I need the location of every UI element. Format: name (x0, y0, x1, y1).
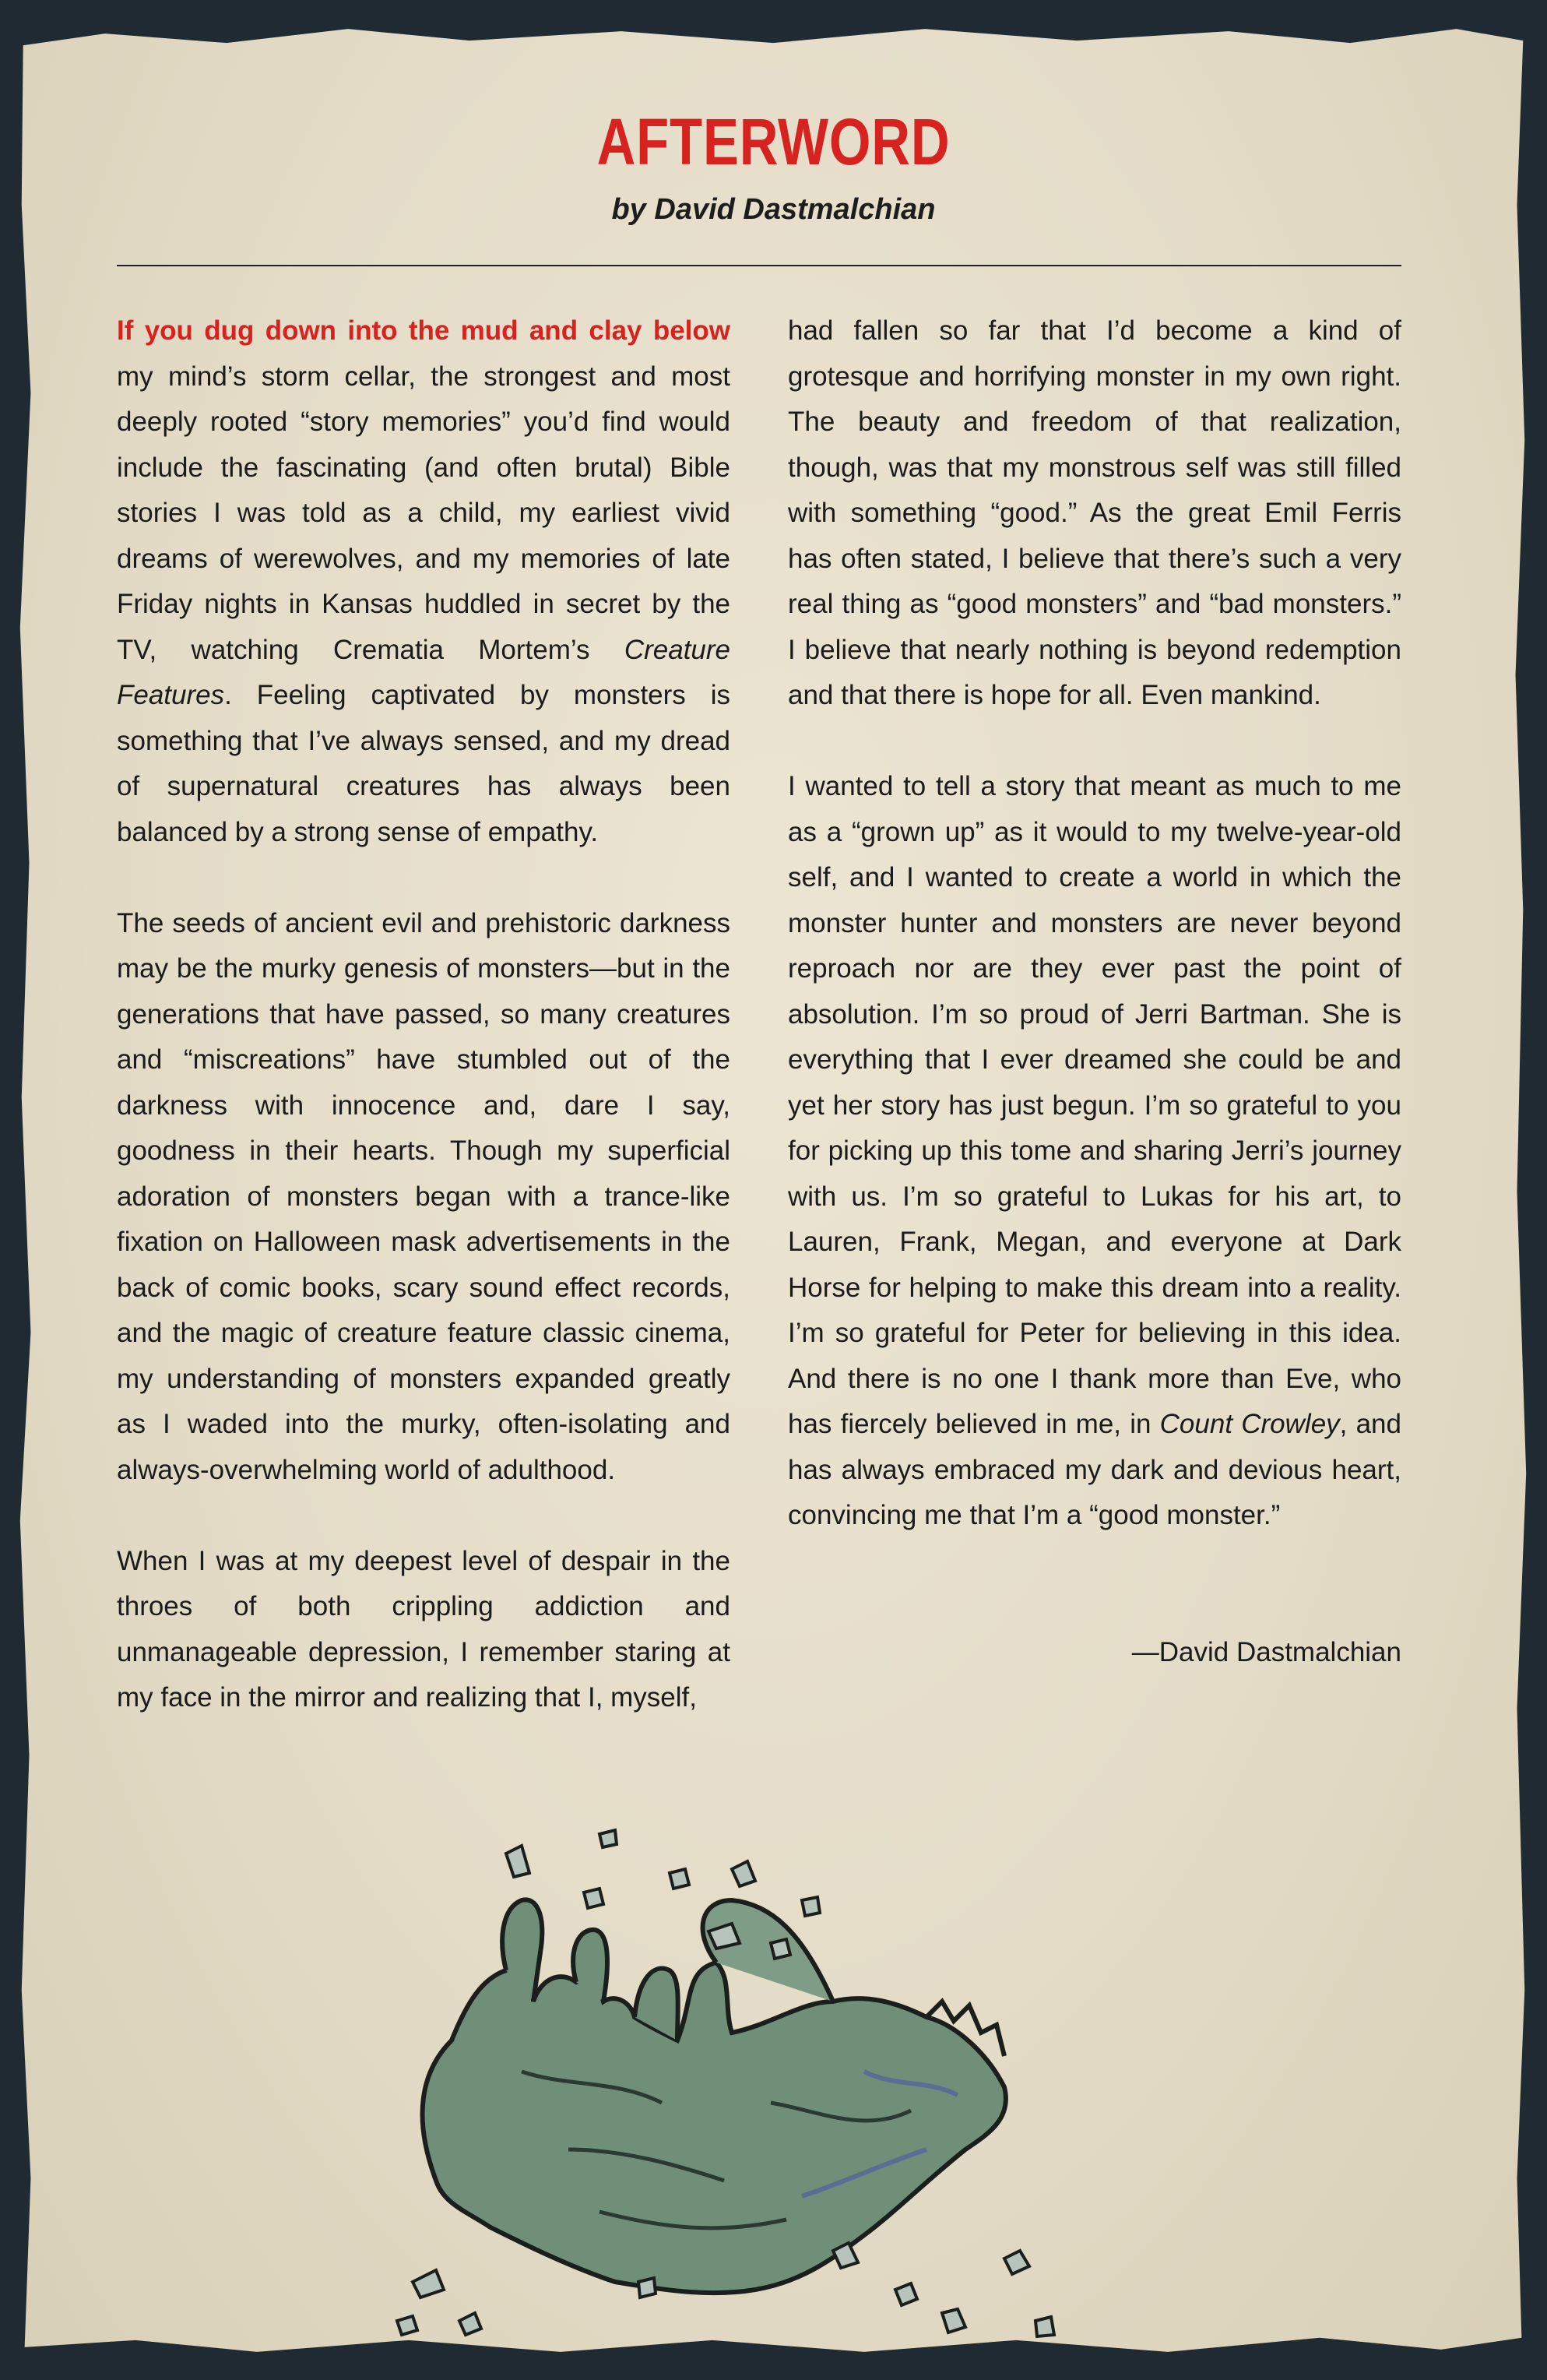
paragraph-5 (788, 764, 1401, 1539)
signature: —David Dastmalchian (1131, 1636, 1401, 1667)
page-header (0, 105, 1547, 227)
paragraph-2: The seeds of ancient evil and prehistoric darkness may be the murky genesis of monsters—but in the generations that have passed, so many creatures and “miscreations” have stumbled out of the darkness with innocence and, dare I say, goodness in their hearts. Though my superficial adoration of monsters began with a trance-like fixation on Halloween mask advertisements in the back of comic books, scary sound effect records, and the magic of creature feature classic cinema, my understanding of monsters expanded greatly as I waded into the murky, often-isolating and always-overwhelming world of adulthood. (117, 907, 730, 1485)
paragraph-5-text-a: I wanted to tell a story that meant as much to me as a “grown up” as it would to my twelve-year-old self, and I wanted to create a world in which the monster hunter and monsters are never beyond reproach nor are they ever past the point of absolution. I’m so proud of Jerri Bartman. She is everything that I ever dreamed she could be and yet her story has just begun. I’m so grateful to you for picking up this tome and sharing Jerri’s journey with us. I’m so grateful to Lukas for his art, to Lauren, Frank, Megan, and everyone at Dark Horse for helping to make this dream into a reality. I’m so grateful for Peter for believing in this idea. And there is no one I thank more than Eve, who has fiercely believed in me, in (788, 771, 1401, 1439)
paragraph-4: had fallen so far that I’d become a kind of grotesque and horrifying monster in my own right. The beauty and freedom of that realization, though, was that my monstrous self was still filled with something “good.” As the great Emil Ferris has often stated, I believe that there’s such a very real thing as “good monsters” and “bad monsters.” I believe that nearly nothing is beyond redemption and that there is hope for all. Even mankind. (788, 315, 1401, 710)
paragraph-1-text-b: . Feeling captivated by monsters is something that I’ve always sensed, and my dread of supernatural creatures has always been balanced by a strong sense of empathy. (117, 680, 730, 847)
left-column (117, 308, 730, 1766)
monster-hand-illustration (366, 1745, 1160, 2360)
monster-hand (423, 1963, 1006, 2293)
paragraph-3: When I was at my deepest level of despair in the throes of both crippling addiction and unmanageable depression, I remember staring at my face in the mirror and realizing that I, myself, (117, 1545, 730, 1713)
right-column (788, 308, 1401, 1675)
paragraph-5-text-b: , and has always embraced my dark and devious heart, convincing me that I’m a “good monster.” (788, 1409, 1401, 1530)
paragraph-1-text-a: my mind’s storm cellar, the strongest and most deeply rooted “story memories” you’d find would include the fascinating (and often brutal) Bible stories I was told as a child, my earliest vivid dreams of werewolves, and my memories of late Friday nights in Kansas huddled in secret by the TV, watching Crematia Mortem’s (117, 361, 730, 665)
book-title: Count Crowley (1159, 1409, 1340, 1439)
paragraph-1 (117, 308, 730, 855)
page-title: AFTERWORD (596, 105, 951, 178)
lead-in: If you dug down into the mud and clay below (117, 315, 730, 346)
show-title: Creature Features (117, 634, 730, 710)
byline: by David Dastmalchian (611, 193, 936, 226)
header-divider (117, 265, 1401, 266)
